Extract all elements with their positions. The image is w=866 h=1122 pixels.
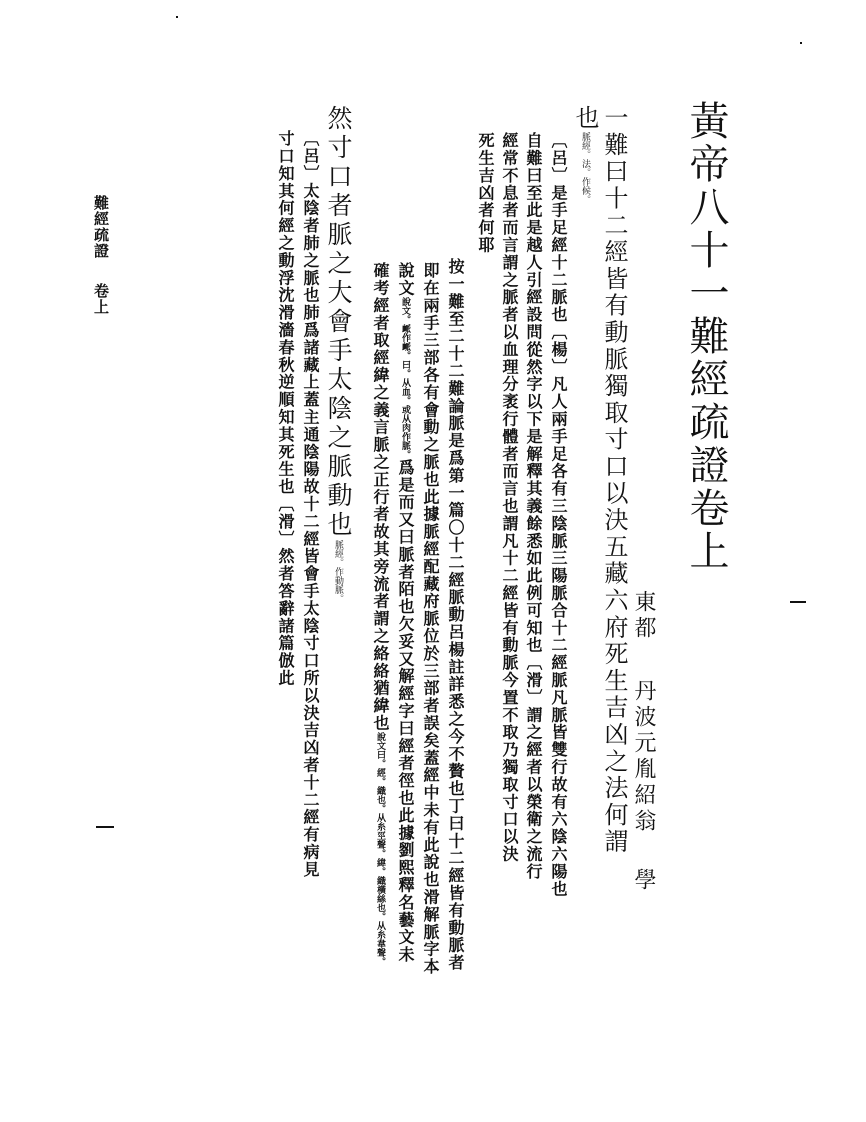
annotation-note: 說文。衇作衇。曰。从血。或从肉作脈。: [400, 296, 410, 459]
author-place: 東都: [631, 590, 656, 642]
author-name: 丹波元胤紹翁: [631, 679, 656, 835]
page-title: 黃帝八十一難經疏證卷上: [683, 100, 729, 573]
annotation-note: 脈經。法。作候。: [580, 131, 590, 204]
commentary-column-3: 經常不息者而言謂之脈者以血理分袤行體者而言也謂凡十二經皆有動脈今置不取乃獨取寸口以決: [500, 132, 519, 863]
author-line: [632, 590, 654, 894]
footer-book-title: 難經疏證: [92, 195, 110, 259]
page-footer: [93, 195, 108, 315]
text-column-3: [326, 105, 351, 603]
annotation-note: 脈經。作動脈。: [333, 540, 343, 603]
commentary-column-4: 死生吉凶者何耶: [476, 132, 495, 254]
commentary-column-2: 自難曰至此是越人引經設問從然字以下是解釋其義餘悉如此例可知也〔滑〕謂之經者以榮衛之流行: [524, 132, 543, 881]
commentary-column-8-main: 確考經者取經緯之義言脈之正行者故其旁流者謂之絡絡猶緯也: [371, 262, 390, 732]
commentary-column-10: 寸口知其何經之動浮沈滑濇春秋逆順知其死生也〔滑〕然者答辭諸篇倣此: [276, 130, 295, 687]
commentary-column-7: [397, 262, 413, 963]
annotation-note: 說文曰。經。織也。从糸巠聲。緯。織橫絲也。从糸韋聲。: [375, 731, 385, 966]
text-column-2: [573, 105, 597, 204]
commentary-column-7-b: 爲是而又曰脈者陌也欠妥又解經字曰經者徑也此據劉熙釋名藝文未: [396, 458, 415, 964]
commentary-column-5: 按一難至二十二難論脈是爲第一篇〇十二經脈動呂楊註詳悉之今不贅也丁曰十二經皆有動脈者: [446, 258, 465, 972]
commentary-column-8: [372, 262, 388, 966]
commentary-column-7-a: 說文: [396, 262, 415, 297]
author-role: 學: [631, 868, 656, 894]
text-column-1: 一難曰十二經皆有動脈獨取寸口以決五藏六府死生吉凶之法何謂: [600, 105, 628, 856]
commentary-column-9: 〔呂〕太陰者肺之脈也肺爲諸藏上蓋主通陰陽故十二經皆會手太陰寸口所以決吉凶者十二經有病見: [301, 130, 320, 879]
scan-speck: [800, 42, 802, 44]
scan-mark: [790, 601, 806, 603]
commentary-column-1: 〔呂〕是手足經十二脈也〔楊〕凡人兩手足各有三陰脈三陽脈合十二經脈凡脈皆雙行故有六陰六陽也: [549, 132, 568, 898]
text-column-2-main: 也: [571, 105, 599, 132]
scan-mark: [96, 826, 114, 828]
footer-volume: 卷上: [92, 283, 110, 316]
text-column-3-main: 然寸口者脈之大會手太陰之脈動也: [324, 105, 353, 540]
scan-speck: [176, 16, 178, 18]
commentary-column-6: 即在兩手三部各有會動之脈也此據脈經配藏府脈位於三部者誤矣蓋經中未有此說也滑解脈字本: [421, 262, 440, 976]
